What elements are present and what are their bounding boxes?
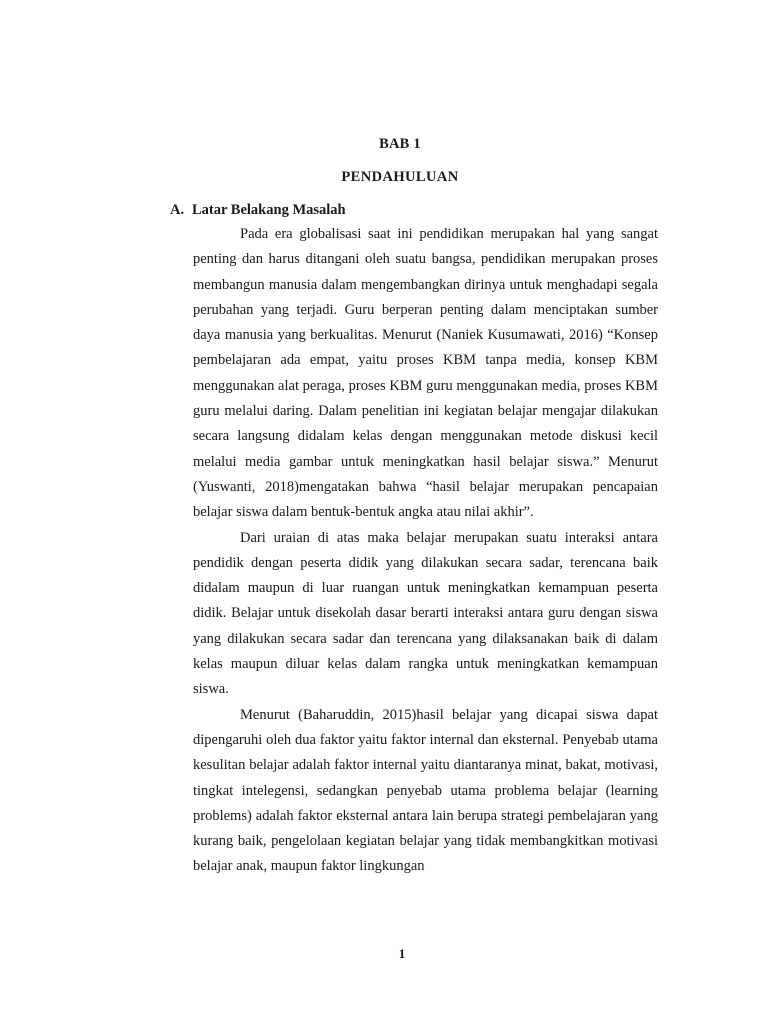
section-marker: A. (170, 202, 185, 218)
section-heading (170, 202, 346, 219)
paragraph-3: Menurut (Baharuddin, 2015)hasil belajar yang dicapai siswa dapat dipengaruhi oleh dua faktor yaitu faktor internal dan eksternal. Penyebab utama kesulitan belajar adalah faktor internal yaitu diantaranya minat, bakat, motivasi, tingkat intelegensi, sedangkan penyebab utama problema belajar (learning problems) adalah faktor eksternal antara lain berupa strategi pembelajaran yang kurang baik, pengelolaan kegiatan belajar yang tidak membangkitkan motivasi belajar anak, maupun faktor lingkungan (193, 706, 658, 875)
paragraph-2: Dari uraian di atas maka belajar merupakan suatu interaksi antara pendidik dengan peserta didik yang dilakukan secara sadar, terencana baik didalam maupun di luar ruangan untuk meningkatkan kemampuan peserta didik. Belajar untuk disekolah dasar berarti interaksi antara guru dengan siswa yang dilakukan secara sadar dan terencana yang dilaksanakan baik di dalam kelas maupun diluar kelas dalam rangka untuk meningkatkan kemampuan siswa. (193, 529, 658, 698)
chapter-title: PENDAHULUAN (341, 169, 459, 185)
section-title: Latar Belakang Masalah (192, 202, 346, 218)
paragraph-1: Pada era globalisasi saat ini pendidikan merupakan hal yang sangat penting dan harus ditangani oleh suatu bangsa, pendidikan merupakan proses membangun manusia dalam mengembangkan dirinya untuk menghadapi segala perubahan yang terjadi. Guru berperan penting dalam menciptakan sumber daya manusia yang berkualitas. Menurut (Naniek Kusumawati, 2016) “Konsep pembelajaran ada empat, yaitu proses KBM tanpa media, konsep KBM menggunakan alat peraga, proses KBM guru menggunakan media, proses KBM guru melalui daring. Dalam penelitian ini kegiatan belajar mengajar dilakukan secara langsung didalam kelas dengan menggunakan metode diskusi kecil melalui media gambar untuk meningkatkan hasil belajar siswa.” Menurut (Yuswanti, 2018)mengatakan bahwa “hasil belajar merupakan pencapaian belajar siswa dalam bentuk-bentuk angka atau nilai akhir”. (193, 226, 658, 521)
chapter-label: BAB 1 (379, 136, 421, 152)
body-text (193, 222, 658, 880)
page-number: 1 (398, 946, 406, 961)
